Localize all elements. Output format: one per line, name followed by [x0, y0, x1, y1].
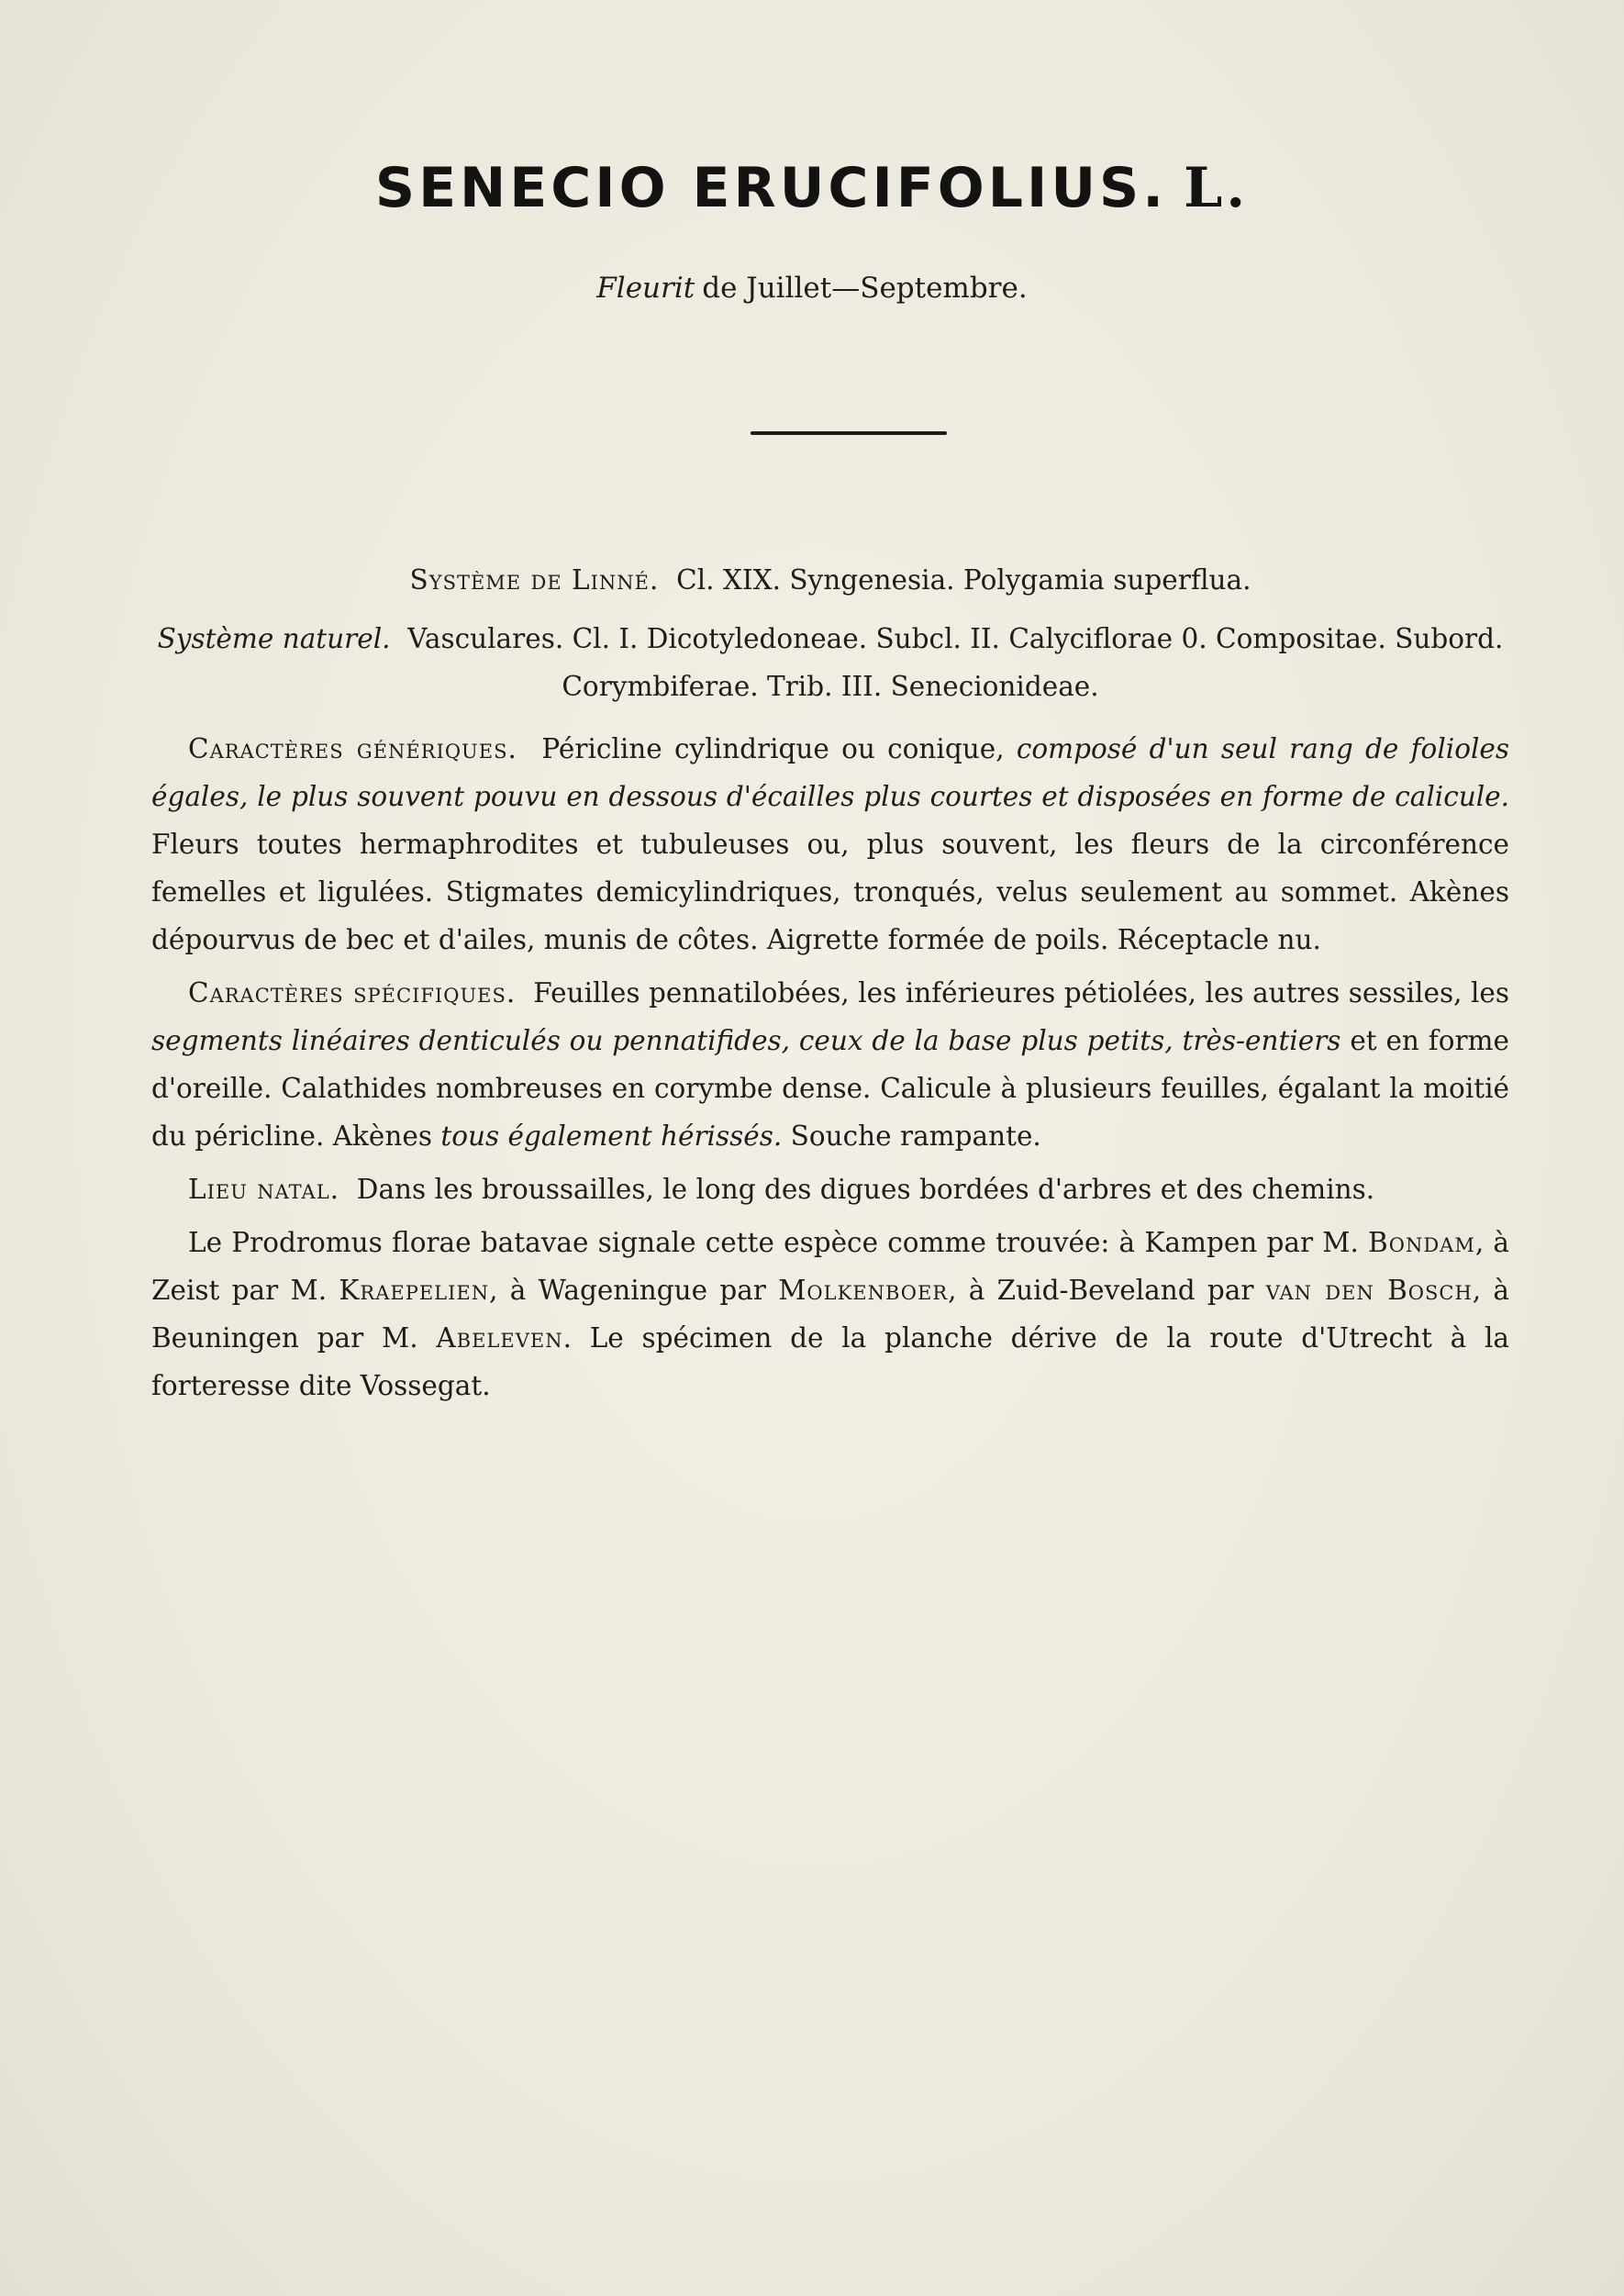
generic-text-2: composé d'un seul rang de folioles égales, le plus souvent pouvu en dessous d'écailles plus courtes et disposées en forme de calicule.: [151, 733, 1509, 812]
naturel-line1: Vasculares. Cl. I. Dicotyledoneae. Subcl. II. Calyciflorae 0. Compositae. Subord.: [407, 623, 1504, 654]
generic-characters: [151, 725, 1509, 964]
linne-label: Système de Linné.: [409, 564, 660, 596]
prodromus-locations: [151, 1219, 1509, 1410]
flowering-label: Fleurit: [596, 272, 695, 305]
habitat-label: Lieu natal.: [188, 1174, 340, 1205]
linne-text: Cl. XIX. Syngenesia. Polygamia superflua.: [676, 564, 1251, 596]
species-author: L.: [1184, 156, 1250, 220]
specific-text-3: et en forme d'oreille. Calathides nombreuses en corymbe dense. Calicule à plusieurs feuilles, égalant la moitié du péricline. Akènes: [151, 1025, 1509, 1152]
natural-system: [151, 615, 1509, 710]
flowering-period: [0, 272, 1624, 305]
collector-bondam: Bondam: [1368, 1227, 1475, 1258]
prodromus-text-2: , à Zeist par M.: [151, 1227, 1509, 1306]
generic-label: Caractères génériques.: [188, 733, 517, 764]
species-name: SENECIO ERUCIFOLIUS.: [374, 156, 1168, 220]
generic-text-1: Péricline cylindrique ou conique,: [541, 733, 1005, 764]
page-title: [0, 156, 1624, 220]
flowering-months: de Juillet—Septembre.: [702, 272, 1028, 305]
prodromus-text-4: , à Zuid-Beveland par: [948, 1275, 1254, 1306]
naturel-label: Système naturel.: [157, 623, 391, 654]
specific-characters: [151, 969, 1509, 1160]
decorative-rule: [751, 431, 947, 435]
prodromus-text-5: , à Beuningen par M.: [151, 1275, 1509, 1354]
naturel-line2: Corymbiferae. Trib. III. Senecionideae.: [562, 671, 1099, 702]
collector-molkenboer: Molkenboer: [778, 1275, 949, 1306]
prodromus-text-3: , à Wageningue par: [489, 1275, 766, 1306]
specific-text-2: segments linéaires denticulés ou pennatifides, ceux de la base plus petits, très-entiers: [151, 1025, 1341, 1056]
specific-text-4: tous également hérissés.: [440, 1120, 783, 1152]
generic-text-3: Fleurs toutes hermaphrodites et tubuleuses ou, plus souvent, les fleurs de la circonférence femelles et ligulées. Stigmates demicylindriques, tronqués, velus seulement au sommet. Akènes dépourvus de bec et d'ailes, munis de côtes. Aigrette formée de poils. Réceptacle nu.: [151, 829, 1509, 955]
description-body: [151, 556, 1509, 1415]
linne-system: [151, 556, 1509, 604]
collector-van-den-bosch: van den Bosch: [1265, 1275, 1473, 1306]
collector-abeleven: Abeleven: [436, 1322, 563, 1354]
prodromus-text-6: . Le spécimen de la planche dérive de la route d'Utrecht à la forteresse dite Vossegat.: [151, 1322, 1509, 1401]
collector-kraepelien: Kraepelien: [339, 1275, 490, 1306]
native-habitat: [151, 1165, 1509, 1213]
specific-label: Caractères spécifiques.: [188, 977, 517, 1009]
specific-text-1: Feuilles pennatilobées, les inférieures pétiolées, les autres sessiles, les: [533, 977, 1510, 1009]
habitat-text: Dans les broussailles, le long des digues bordées d'arbres et des chemins.: [356, 1174, 1375, 1205]
specific-text-5: Souche rampante.: [790, 1120, 1041, 1152]
prodromus-text-1: Le Prodromus florae batavae signale cette espèce comme trouvée: à Kampen par M.: [188, 1227, 1359, 1258]
